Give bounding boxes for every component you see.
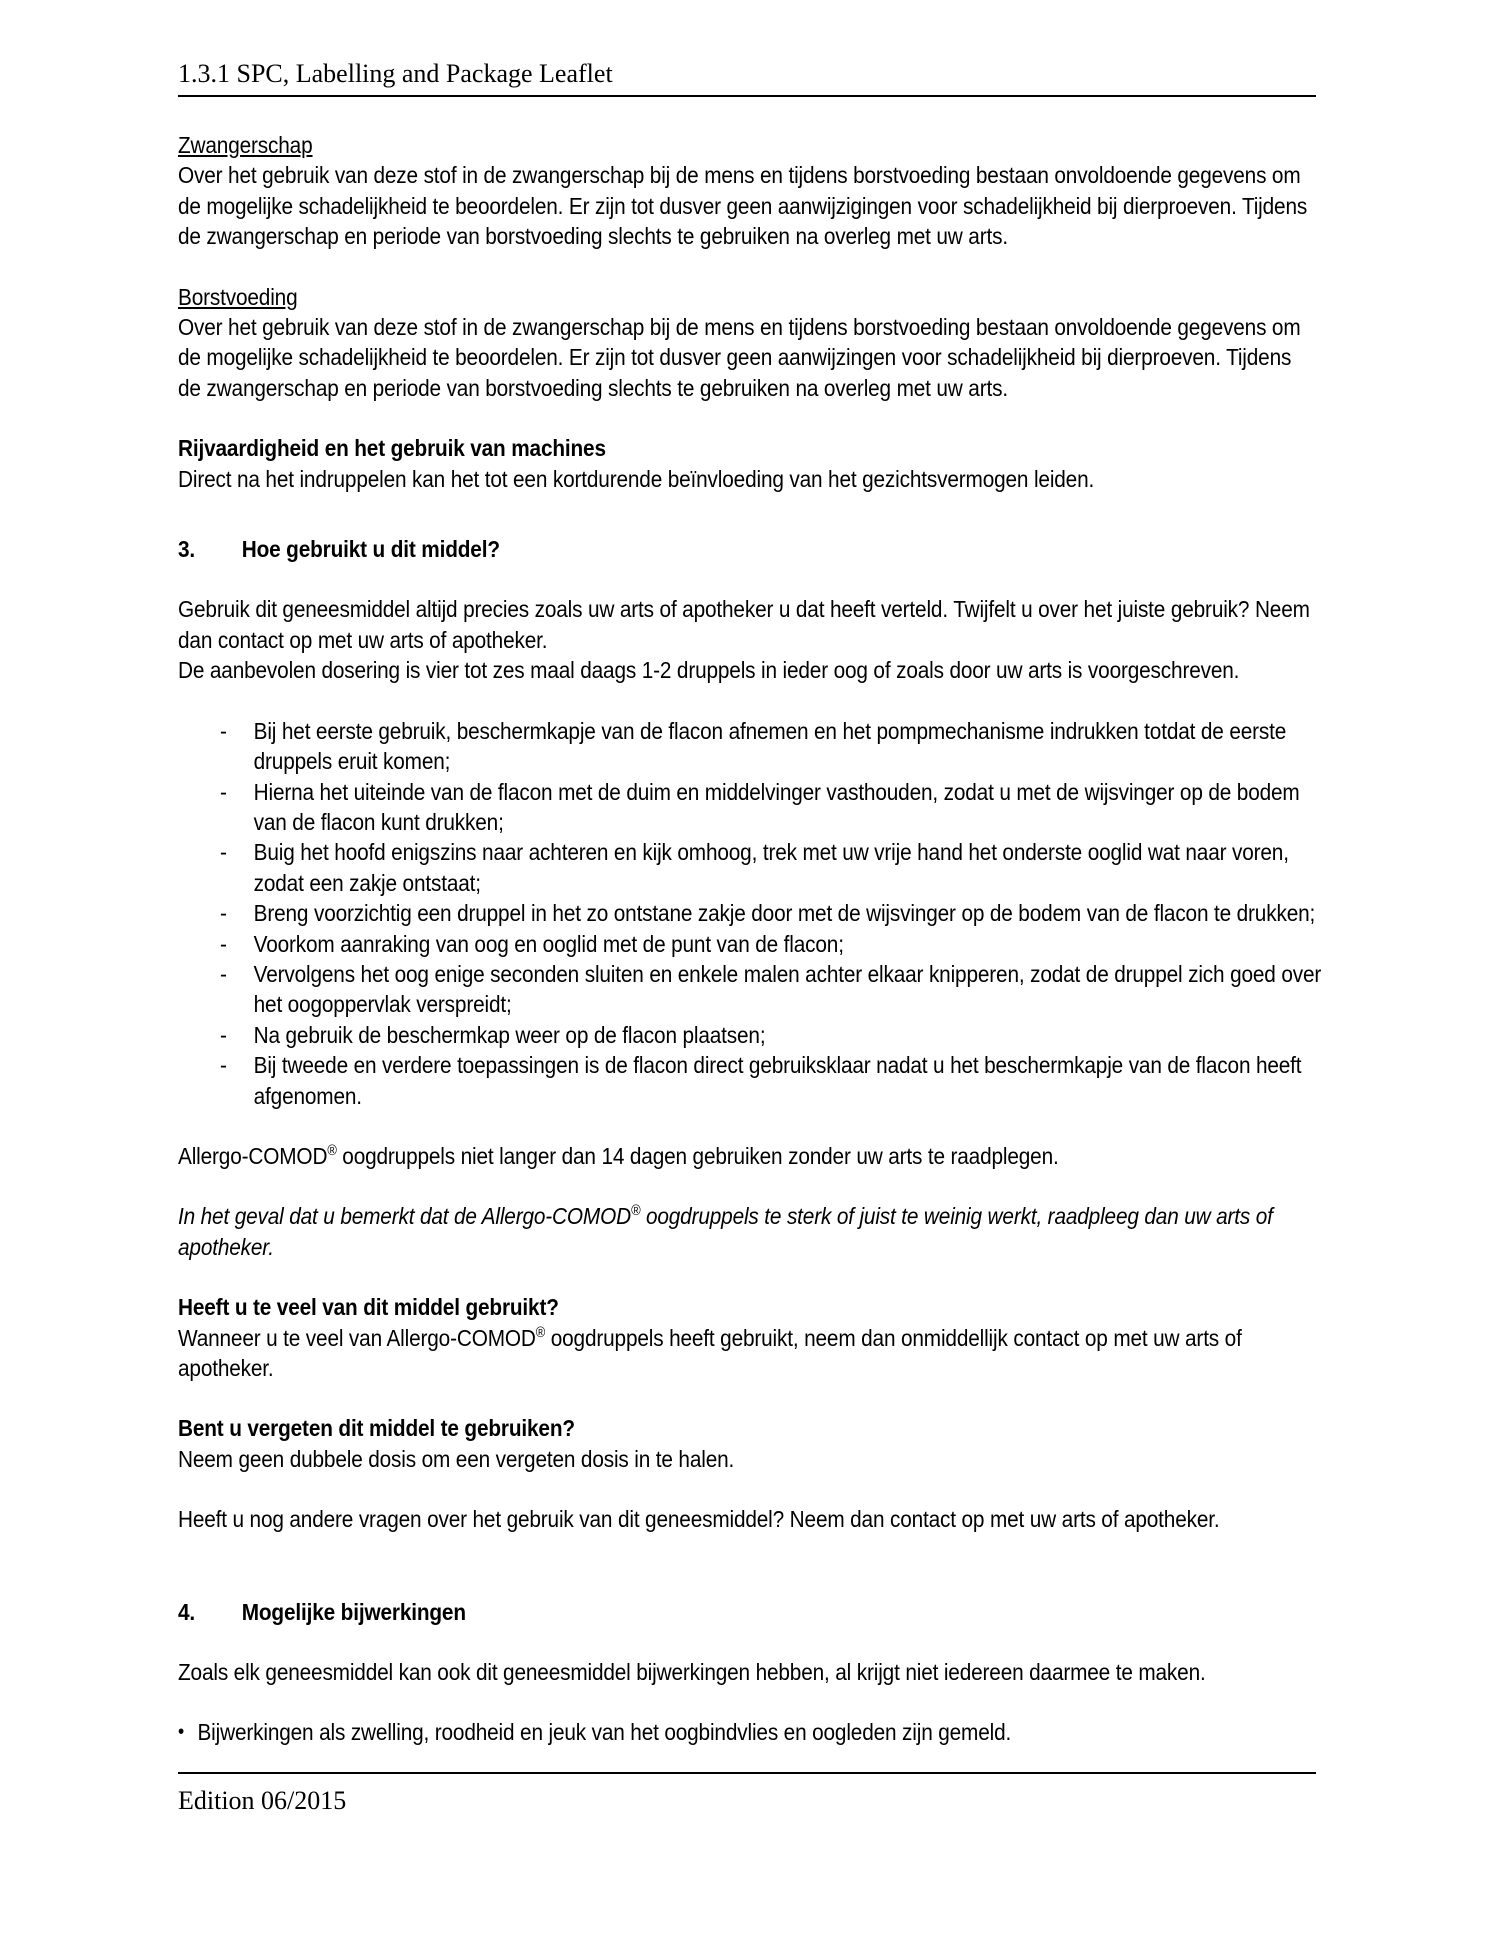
spacer — [178, 1627, 1318, 1657]
spacer — [178, 1262, 1318, 1292]
spacer — [178, 1171, 1318, 1201]
paragraph-usage-intro-1: Gebruik dit geneesmiddel altijd precies zoals uw arts of apotheker u dat heeft verteld. Twijfelt u over het juiste gebruik? Neem dan contact op met uw arts of apotheker. — [178, 596, 1310, 653]
paragraph-missed-dose: Neem geen dubbele dosis om een vergeten dosis in te halen. — [178, 1445, 735, 1472]
side-effects-list — [178, 1717, 1318, 1747]
list-item: - Bij het eerste gebruik, beschermkapje van de flacon afnemen en het pompmechanisme indrukken totdat de eerste druppels eruit komen; — [220, 716, 1336, 777]
brand-name: Allergo-COMOD — [178, 1142, 328, 1169]
header-title: 1.3.1 SPC, Labelling and Package Leaflet — [178, 59, 613, 88]
overdose-tail: oogdruppels heeft gebruikt, neem dan onmiddellijk contact op met uw arts of apotheker. — [178, 1324, 1242, 1381]
section-4-number: 4. — [178, 1598, 196, 1625]
section-4-heading — [178, 1597, 1318, 1627]
list-item: • Bijwerkingen als zwelling, roodheid en jeuk van het oogbindvlies en oogleden zijn gemeld. — [178, 1717, 1338, 1747]
paragraph-side-effects-intro: Zoals elk geneesmiddel kan ook dit geneesmiddel bijwerkingen hebben, al krijgt niet iedereen daarmee te maken. — [178, 1659, 1206, 1686]
header-divider — [178, 95, 1316, 97]
list-item: - Hierna het uiteinde van de flacon met de duim en middelvinger vasthouden, zodat u met de wijsvinger op de bodem van de flacon kunt drukken; — [220, 777, 1336, 838]
paragraph-further-questions: Heeft u nog andere vragen over het gebruik van dit geneesmiddel? Neem dan contact op met uw arts of apotheker. — [178, 1506, 1220, 1533]
spacer — [178, 403, 1318, 433]
registered-trademark-icon: ® — [630, 1203, 641, 1220]
heading-zwangerschap: Zwangerschap — [178, 132, 313, 158]
footer-edition: Edition 06/2015 — [178, 1786, 347, 1815]
paragraph-borstvoeding: Over het gebruik van deze stof in de zwangerschap bij de mens en tijdens borstvoeding bestaan onvoldoende gegevens om de mogelijke schadelijkheid te beoordelen. Er zijn tot dusver geen aanwijzingen voor schadelijkheid bij dierproeven. Tijdens de zwangerschap en periode van borstvoeding slechts te gebruiken na overleg met uw arts. — [178, 314, 1301, 401]
heading-rijvaardigheid: Rijvaardigheid en het gebruik van machines — [178, 435, 606, 462]
italic-note-lead: In het geval dat u bemerkt dat de Allergo-COMOD — [178, 1203, 631, 1230]
spacer — [178, 1111, 1318, 1141]
list-item: - Buig het hoofd enigszins naar achteren en kijk omhoog, trek met uw vrije hand het onderste ooglid wat naar voren, zodat een zakje ontstaat; — [220, 837, 1336, 898]
page-header — [178, 58, 1316, 97]
paragraph-zwangerschap: Over het gebruik van deze stof in de zwangerschap bij de mens en tijdens borstvoeding bestaan onvoldoende gegevens om de mogelijke schadelijkheid te beoordelen. Er zijn tot dusver geen aanwijzigingen voor schadelijkheid bij dierproeven. Tijdens de zwangerschap en periode van borstvoeding slechts te gebruiken na overleg met uw arts. — [178, 162, 1308, 250]
heading-borstvoeding: Borstvoeding — [178, 283, 298, 310]
duration-note-text: oogdruppels niet langer dan 14 dagen gebruiken zonder uw arts te raadplegen. — [336, 1142, 1059, 1169]
spacer — [178, 252, 1318, 282]
paragraph-usage-intro-2: De aanbevolen dosering is vier tot zes maal daags 1-2 druppels in ieder oog of zoals door uw arts is voorgeschreven. — [178, 657, 1240, 684]
list-item: - Na gebruik de beschermkap weer op de flacon plaatsen; — [220, 1020, 1336, 1050]
italic-note-tail: oogdruppels te sterk of juist te weinig werkt, raadpleeg dan uw arts of apotheker. — [178, 1203, 1273, 1260]
heading-missed-dose: Bent u vergeten dit middel te gebruiken? — [178, 1415, 575, 1442]
spacer — [178, 1687, 1318, 1717]
spacer — [178, 1535, 1318, 1597]
document-body — [178, 130, 1322, 1748]
spacer — [178, 1383, 1318, 1413]
spacer — [178, 1474, 1318, 1504]
list-item: - Vervolgens het oog enige seconden sluiten en enkele malen achter elkaar knipperen, zodat de druppel zich goed over het oogoppervlak verspreidt; — [220, 959, 1336, 1020]
list-item: - Voorkom aanraking van oog en ooglid met de punt van de flacon; — [220, 929, 1336, 959]
spacer — [178, 686, 1318, 716]
usage-steps-list — [220, 716, 1322, 1111]
overdose-lead: Wanneer u te veel van Allergo-COMOD — [178, 1324, 536, 1351]
footer-divider — [178, 1772, 1316, 1774]
page-footer — [178, 1772, 1316, 1816]
registered-trademark-icon: ® — [327, 1143, 337, 1160]
registered-trademark-icon: ® — [535, 1324, 546, 1341]
section-3-title: Hoe gebruikt u dit middel? — [241, 536, 500, 563]
paragraph-italic-note — [178, 1201, 1318, 1262]
list-item: - Bij tweede en verdere toepassingen is de flacon direct gebruiksklaar nadat u het beschermkapje van de flacon heeft afgenomen. — [220, 1050, 1336, 1111]
spacer — [178, 494, 1318, 534]
spacer — [178, 564, 1318, 594]
list-item: - Breng voorzichtig een druppel in het zo ontstane zakje door met de wijsvinger op de bodem van de flacon te drukken; — [220, 898, 1336, 928]
section-3-heading — [178, 534, 1318, 564]
paragraph-duration-note — [178, 1141, 1318, 1171]
heading-overdose: Heeft u te veel van dit middel gebruikt? — [178, 1294, 559, 1321]
paragraph-rijvaardigheid: Direct na het indruppelen kan het tot een kortdurende beïnvloeding van het gezichtsvermogen leiden. — [178, 465, 1095, 492]
section-4-title: Mogelijke bijwerkingen — [241, 1598, 466, 1625]
section-3-number: 3. — [178, 536, 196, 563]
paragraph-overdose — [178, 1323, 1318, 1384]
